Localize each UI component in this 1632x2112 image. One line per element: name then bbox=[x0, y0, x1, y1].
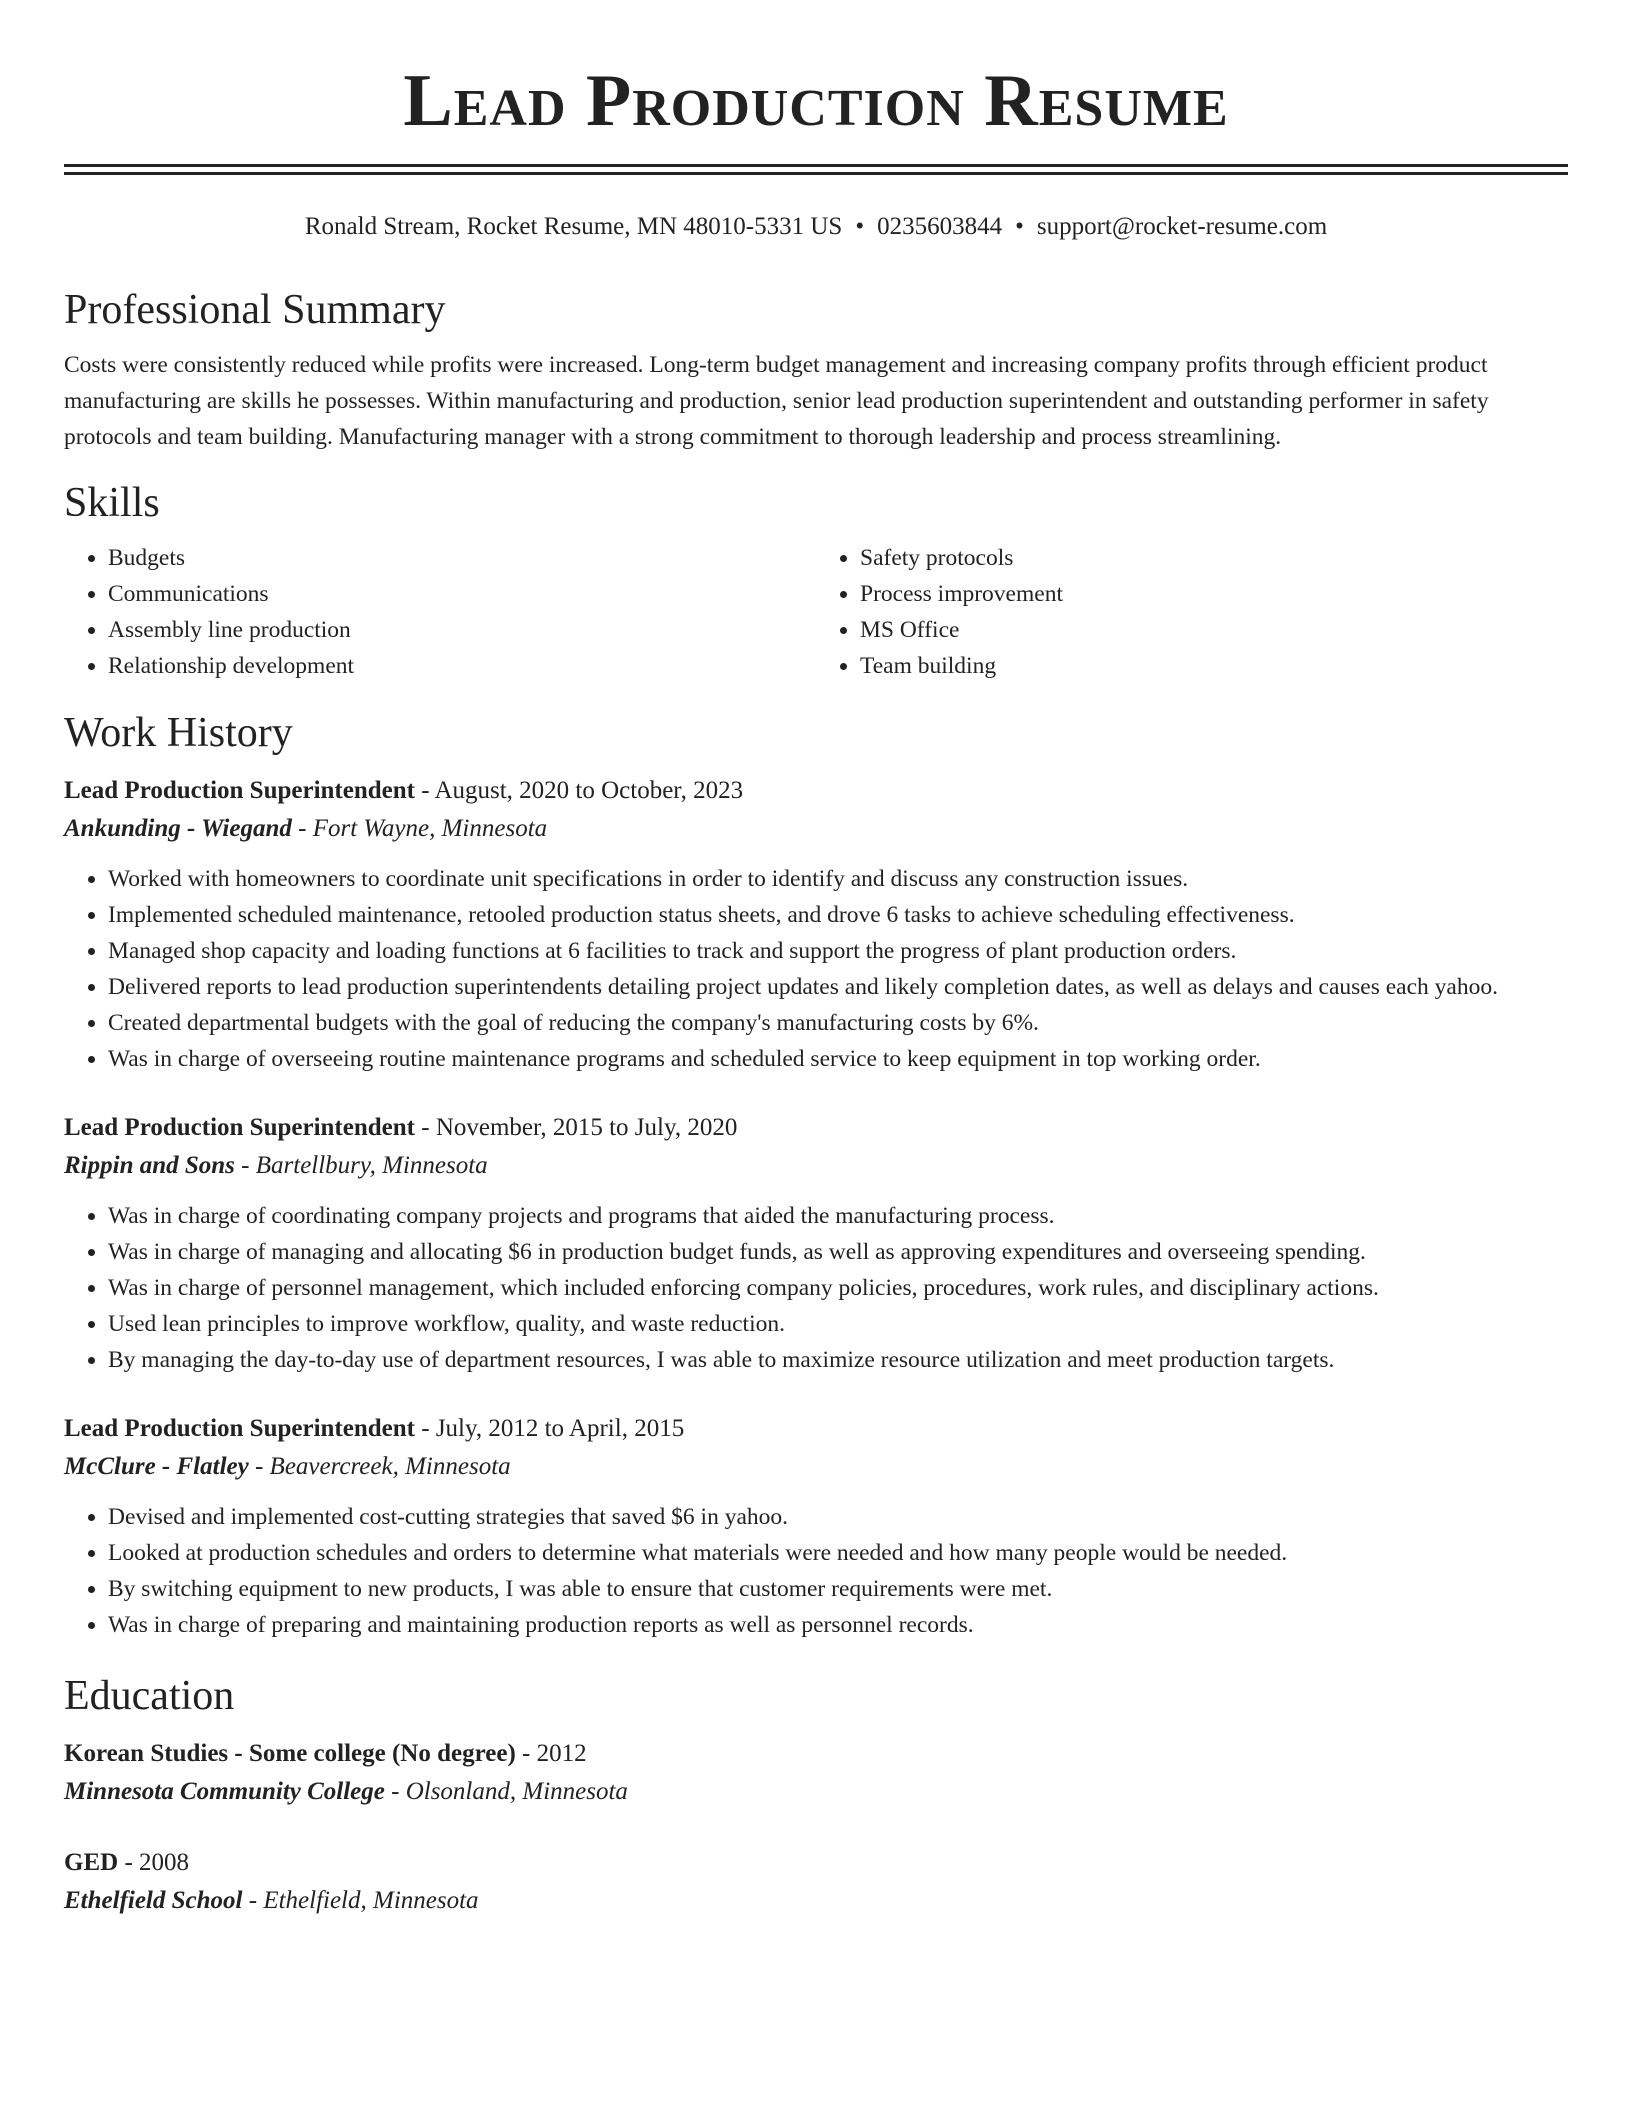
education-degree: GED bbox=[64, 1849, 119, 1876]
skill-item: • MS Office bbox=[860, 612, 1568, 648]
education-header: Korean Studies - Some college (No degree) - 2012 bbox=[64, 1740, 587, 1767]
title-divider-top bbox=[64, 164, 1568, 167]
education-year: 2008 bbox=[139, 1849, 190, 1876]
contact-separator: • bbox=[1015, 213, 1024, 240]
work-history-heading: Work History bbox=[64, 710, 293, 756]
job-bullet: • By managing the day-to-day use of department resources, I was able to maximize resource utilization and meet production targets. bbox=[108, 1342, 1568, 1378]
job-bullet: • Was in charge of coordinating company projects and programs that aided the manufacturing process. bbox=[108, 1198, 1568, 1234]
summary-text: Costs were consistently reduced while profits were increased. Long-term budget management and increasing company profits through efficient product manufacturing are skills he possesses. Within manufacturing and production, senior lead production superintendent and outstanding performer in safety protocols and team building. Manufacturing manager with a strong commitment to thorough leadership and process streamlining. bbox=[64, 352, 1489, 450]
job-bullets bbox=[64, 861, 1568, 1077]
job-bullet: • Was in charge of overseeing routine maintenance programs and scheduled service to keep equipment in top working order. bbox=[108, 1041, 1568, 1077]
skill-item: • Assembly line production bbox=[108, 612, 816, 648]
job-entry bbox=[64, 1410, 1568, 1643]
job-dates: July, 2012 to April, 2015 bbox=[435, 1415, 685, 1442]
education-entry bbox=[64, 1844, 1568, 1920]
job-entry bbox=[64, 772, 1568, 1077]
education-school: Ethelfield School bbox=[64, 1887, 243, 1914]
job-dates: November, 2015 to July, 2020 bbox=[435, 1114, 738, 1141]
job-bullet: • Created departmental budgets with the goal of reducing the company's manufacturing costs by 6%. bbox=[108, 1005, 1568, 1041]
job-bullet: • Devised and implemented cost-cutting strategies that saved $6 in yahoo. bbox=[108, 1499, 1568, 1535]
title-divider-bottom bbox=[64, 172, 1568, 175]
skill-item: • Budgets bbox=[108, 540, 816, 576]
job-title: Lead Production Superintendent bbox=[64, 1114, 415, 1141]
job-header: Lead Production Superintendent - July, 2012 to April, 2015 bbox=[64, 1415, 685, 1442]
job-location: Bartellbury, Minnesota bbox=[255, 1152, 488, 1179]
skills-column-left bbox=[64, 540, 816, 684]
contact-line bbox=[64, 212, 1568, 242]
education-school-line: Ethelfield School - Ethelfield, Minnesota bbox=[64, 1887, 479, 1914]
job-employer-line: McClure - Flatley - Beavercreek, Minnesota bbox=[64, 1453, 511, 1480]
education-school-line: Minnesota Community College - Olsonland, Minnesota bbox=[64, 1778, 628, 1805]
job-bullet: • Managed shop capacity and loading functions at 6 facilities to track and support the progress of plant production orders. bbox=[108, 933, 1568, 969]
skills-column-right bbox=[816, 540, 1568, 684]
job-entry bbox=[64, 1109, 1568, 1378]
job-location: Fort Wayne, Minnesota bbox=[312, 815, 548, 842]
job-employer-line: Ankunding - Wiegand - Fort Wayne, Minnesota bbox=[64, 815, 548, 842]
skill-item: • Team building bbox=[860, 648, 1568, 684]
job-bullet: • Worked with homeowners to coordinate unit specifications in order to identify and discuss any construction issues. bbox=[108, 861, 1568, 897]
skills-list bbox=[64, 540, 1568, 684]
education-year: 2012 bbox=[536, 1740, 587, 1767]
job-header: Lead Production Superintendent - November, 2015 to July, 2020 bbox=[64, 1114, 738, 1141]
job-bullet: • By switching equipment to new products, I was able to ensure that customer requirements were met. bbox=[108, 1571, 1568, 1607]
job-bullet: • Was in charge of preparing and maintaining production reports as well as personnel records. bbox=[108, 1607, 1568, 1643]
job-title: Lead Production Superintendent bbox=[64, 1415, 415, 1442]
job-bullets bbox=[64, 1198, 1568, 1378]
skill-item: • Communications bbox=[108, 576, 816, 612]
job-header: Lead Production Superintendent - August, 2020 to October, 2023 bbox=[64, 777, 744, 804]
job-employer-line: Rippin and Sons - Bartellbury, Minnesota bbox=[64, 1152, 488, 1179]
contact-email: support@rocket-resume.com bbox=[1036, 213, 1328, 240]
skills-heading: Skills bbox=[64, 480, 160, 526]
skill-item: • Relationship development bbox=[108, 648, 816, 684]
job-bullet: • Was in charge of personnel management, which included enforcing company policies, procedures, work rules, and disciplinary actions. bbox=[108, 1270, 1568, 1306]
education-header: GED - 2008 bbox=[64, 1849, 190, 1876]
contact-phone: 0235603844 bbox=[877, 213, 1003, 240]
job-bullet: • Looked at production schedules and orders to determine what materials were needed and how many people would be needed. bbox=[108, 1535, 1568, 1571]
summary-heading: Professional Summary bbox=[64, 287, 446, 333]
education-location: Olsonland, Minnesota bbox=[405, 1778, 628, 1805]
job-company: Ankunding - Wiegand bbox=[64, 815, 292, 842]
job-bullet: • Was in charge of managing and allocating $6 in production budget funds, as well as approving expenditures and overseeing spending. bbox=[108, 1234, 1568, 1270]
job-location: Beavercreek, Minnesota bbox=[269, 1453, 511, 1480]
job-company: Rippin and Sons bbox=[64, 1152, 235, 1179]
job-bullet: • Delivered reports to lead production superintendents detailing project updates and likely completion dates, as well as delays and causes each yahoo. bbox=[108, 969, 1568, 1005]
education-location: Ethelfield, Minnesota bbox=[263, 1887, 479, 1914]
contact-separator: • bbox=[855, 213, 865, 240]
contact-address: Ronald Stream, Rocket Resume, MN 48010-5331 US bbox=[304, 213, 843, 240]
skill-item: • Process improvement bbox=[860, 576, 1568, 612]
job-bullets bbox=[64, 1499, 1568, 1643]
job-bullet: • Implemented scheduled maintenance, retooled production status sheets, and drove 6 tasks to achieve scheduling effectiveness. bbox=[108, 897, 1568, 933]
education-entry bbox=[64, 1735, 1568, 1811]
job-title: Lead Production Superintendent bbox=[64, 777, 415, 804]
resume-title: Lead Production Resume bbox=[403, 60, 1229, 142]
job-bullet: • Used lean principles to improve workflow, quality, and waste reduction. bbox=[108, 1306, 1568, 1342]
education-degree: Korean Studies - Some college (No degree) bbox=[64, 1740, 516, 1767]
education-school: Minnesota Community College bbox=[64, 1778, 385, 1805]
skill-item: • Safety protocols bbox=[860, 540, 1568, 576]
job-company: McClure - Flatley bbox=[64, 1453, 249, 1480]
job-dates: August, 2020 to October, 2023 bbox=[434, 777, 744, 804]
education-heading: Education bbox=[64, 1673, 235, 1719]
